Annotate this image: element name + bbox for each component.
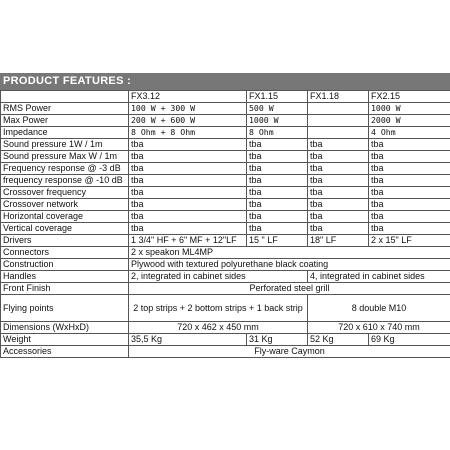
cell-value: 1 3/4" HF + 6" MF + 12"LF [129, 235, 247, 247]
cell-value: 2 x 15" LF [369, 235, 450, 247]
column-header-label [1, 91, 129, 103]
cell-value: tba [369, 175, 450, 187]
cell-value: tba [129, 223, 247, 235]
cell-value: Perforated steel grill [129, 283, 450, 295]
cell-value [308, 127, 369, 139]
cell-value: tba [129, 175, 247, 187]
cell-value: tba [308, 139, 369, 151]
table-row [1, 295, 450, 322]
table-row [1, 223, 450, 235]
cell-value: tba [369, 211, 450, 223]
row-label: Horizontal coverage [1, 211, 129, 223]
cell-value: Plywood with textured polyurethane black coating [129, 259, 450, 271]
table-row [1, 322, 450, 334]
table-row [1, 187, 450, 199]
cell-value: tba [129, 187, 247, 199]
cell-value: 8 Ohm + 8 Ohm [129, 127, 247, 139]
cell-value: 2 top strips + 2 bottom strips + 1 back strip [129, 295, 308, 322]
cell-value: 8 double M10 [308, 295, 450, 322]
row-label: Impedance [1, 127, 129, 139]
cell-value [308, 103, 369, 115]
cell-value: tba [369, 223, 450, 235]
table-row [1, 283, 450, 295]
table-row [1, 247, 450, 259]
cell-value: tba [129, 211, 247, 223]
cell-value: 8 Ohm [247, 127, 308, 139]
cell-value: tba [308, 163, 369, 175]
cell-value: tba [247, 139, 308, 151]
row-label: Flying points [1, 295, 129, 322]
cell-value: tba [308, 151, 369, 163]
cell-value: tba [247, 211, 308, 223]
row-label: RMS Power [1, 103, 129, 115]
table-row [1, 127, 450, 139]
cell-value: 2 x speakon ML4MP [129, 247, 450, 259]
table-row [1, 103, 450, 115]
cell-value: tba [369, 199, 450, 211]
cell-value: tba [129, 139, 247, 151]
cell-value: 52 Kg [308, 334, 369, 346]
row-label: Vertical coverage [1, 223, 129, 235]
row-label: Connectors [1, 247, 129, 259]
section-header: PRODUCT FEATURES : [0, 73, 450, 90]
cell-value: tba [369, 151, 450, 163]
row-label: Crossover network [1, 199, 129, 211]
cell-value: 31 Kg [247, 334, 308, 346]
column-header-fx215: FX2.15 [369, 91, 450, 103]
cell-value: tba [308, 223, 369, 235]
cell-value: 720 x 610 x 740 mm [308, 322, 450, 334]
cell-value: 500 W [247, 103, 308, 115]
cell-value: tba [247, 199, 308, 211]
row-label: Accessories [1, 346, 129, 358]
table-row [1, 163, 450, 175]
table-row [1, 271, 450, 283]
cell-value: tba [369, 187, 450, 199]
table-row [1, 175, 450, 187]
cell-value: 2000 W [369, 115, 450, 127]
cell-value: 15 " LF [247, 235, 308, 247]
cell-value: tba [308, 199, 369, 211]
table-row [1, 199, 450, 211]
cell-value: tba [247, 223, 308, 235]
cell-value: tba [247, 151, 308, 163]
cell-value: 69 Kg [369, 334, 450, 346]
cell-value: tba [308, 187, 369, 199]
column-header-fx115: FX1.15 [247, 91, 308, 103]
cell-value: 18" LF [308, 235, 369, 247]
row-label: Weight [1, 334, 129, 346]
cell-value: 35,5 Kg [129, 334, 247, 346]
cell-value: 1000 W [369, 103, 450, 115]
table-row [1, 235, 450, 247]
cell-value [308, 115, 369, 127]
row-label: Sound pressure 1W / 1m [1, 139, 129, 151]
spec-table [0, 90, 450, 358]
cell-value: tba [369, 139, 450, 151]
row-label: Crossover frequency [1, 187, 129, 199]
row-label: Frequency response @ -3 dB [1, 163, 129, 175]
cell-value: tba [247, 175, 308, 187]
row-label: Sound pressure Max W / 1m [1, 151, 129, 163]
column-header-fx312: FX3.12 [129, 91, 247, 103]
cell-value: 1000 W [247, 115, 308, 127]
cell-value: 4, integrated in cabinet sides [308, 271, 450, 283]
table-row [1, 334, 450, 346]
cell-value: 200 W + 600 W [129, 115, 247, 127]
cell-value: tba [369, 163, 450, 175]
cell-value: Fly-ware Caymon [129, 346, 450, 358]
cell-value: 4 Ohm [369, 127, 450, 139]
table-header-row [1, 91, 450, 103]
table-row [1, 139, 450, 151]
cell-value: tba [129, 163, 247, 175]
cell-value: tba [308, 175, 369, 187]
cell-value: 720 x 462 x 450 mm [129, 322, 308, 334]
table-row [1, 211, 450, 223]
table-row [1, 259, 450, 271]
row-label: Front Finish [1, 283, 129, 295]
row-label: frequency response @ -10 dB [1, 175, 129, 187]
table-row [1, 151, 450, 163]
cell-value: tba [129, 199, 247, 211]
table-row [1, 115, 450, 127]
column-header-fx118: FX1.18 [308, 91, 369, 103]
cell-value: tba [129, 151, 247, 163]
table-row [1, 346, 450, 358]
cell-value: tba [247, 187, 308, 199]
row-label: Handles [1, 271, 129, 283]
cell-value: tba [247, 163, 308, 175]
cell-value: 100 W + 300 W [129, 103, 247, 115]
cell-value: 2, integrated in cabinet sides [129, 271, 308, 283]
row-label: Construction [1, 259, 129, 271]
cell-value: tba [308, 211, 369, 223]
row-label: Drivers [1, 235, 129, 247]
row-label: Max Power [1, 115, 129, 127]
row-label: Dimensions (WxHxD) [1, 322, 129, 334]
